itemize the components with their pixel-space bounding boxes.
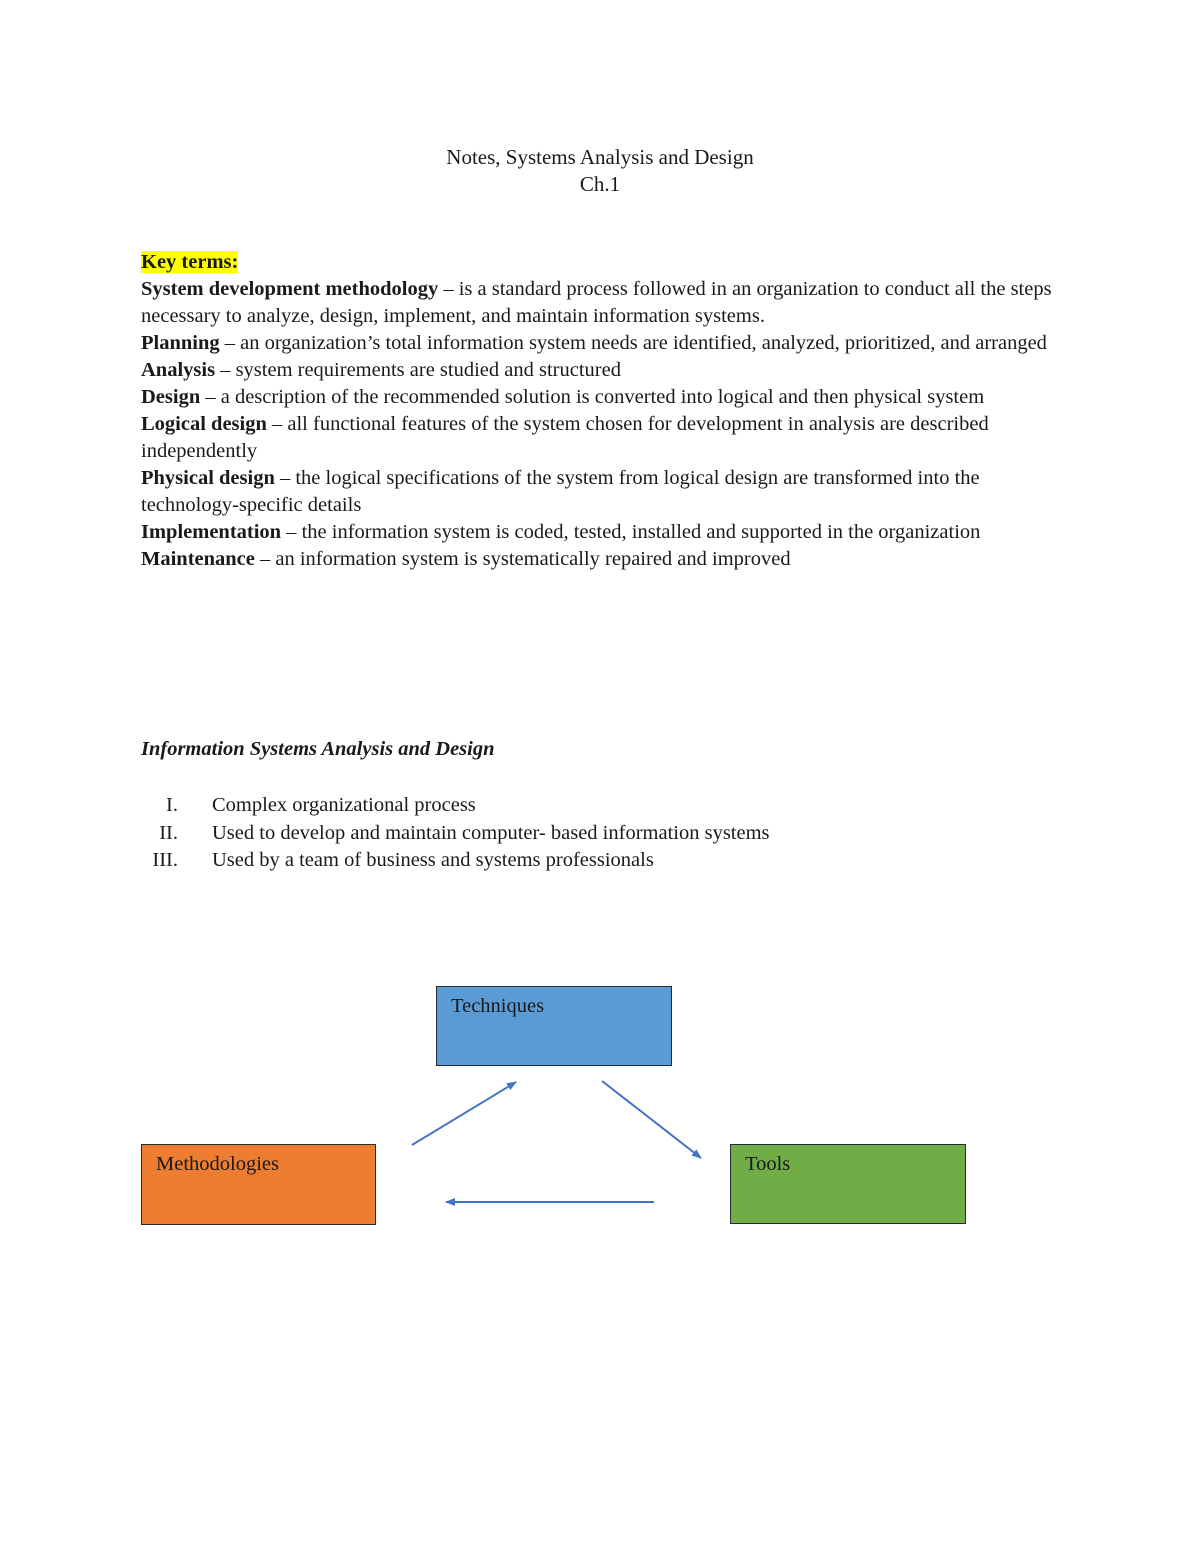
list-item-text: Used by a team of business and systems professionals (212, 849, 654, 871)
key-term-name: Logical design (141, 413, 267, 435)
key-term-name: Planning (141, 332, 220, 354)
document-title: Notes, Systems Analysis and Design (446, 145, 754, 169)
key-term-definition: – the information system is coded, tested, installed and supported in the organization (281, 521, 981, 543)
key-term-name: Implementation (141, 521, 282, 543)
arrow-methodologies-to-techniques (412, 1082, 516, 1145)
key-term-definition: – a description of the recommended solution is converted into logical and then physical system (200, 386, 985, 408)
techniques-label: Techniques (451, 995, 545, 1017)
tools-label: Tools (745, 1153, 791, 1175)
key-term-name: Maintenance (141, 548, 255, 570)
arrow-techniques-to-tools (602, 1081, 701, 1158)
key-term-definition: – is a standard process followed in an organization to conduct all the steps necessary to analyze, design, implement, and maintain information systems. (141, 278, 1052, 327)
key-term-definition: – the logical specifications of the system from logical design are transformed into the technology-specific details (141, 467, 980, 516)
key-term-definition: – system requirements are studied and structured (215, 359, 621, 381)
key-terms-heading: Key terms: (141, 251, 239, 273)
key-term-definition: – an information system is systematically repaired and improved (254, 548, 791, 570)
key-term-name: Design (141, 386, 201, 408)
key-term-name: Physical design (141, 467, 275, 489)
key-term-name: Analysis (141, 359, 216, 381)
list-number: I. (166, 794, 178, 816)
key-term-name: System development methodology (141, 278, 439, 300)
chapter-label: Ch.1 (579, 172, 621, 196)
list-item-text: Used to develop and maintain computer- based information systems (212, 821, 770, 844)
key-term-definition: – an organization’s total information system needs are identified, analyzed, prioritized, and arranged (219, 332, 1047, 354)
list-number: III. (152, 849, 178, 871)
key-term-definition: – all functional features of the system chosen for development in analysis are described independently (141, 413, 989, 462)
section-heading: Information Systems Analysis and Design (141, 738, 495, 760)
list-number: II. (159, 821, 178, 844)
methodologies-label: Methodologies (156, 1153, 279, 1175)
list-item-text: Complex organizational process (212, 794, 476, 816)
